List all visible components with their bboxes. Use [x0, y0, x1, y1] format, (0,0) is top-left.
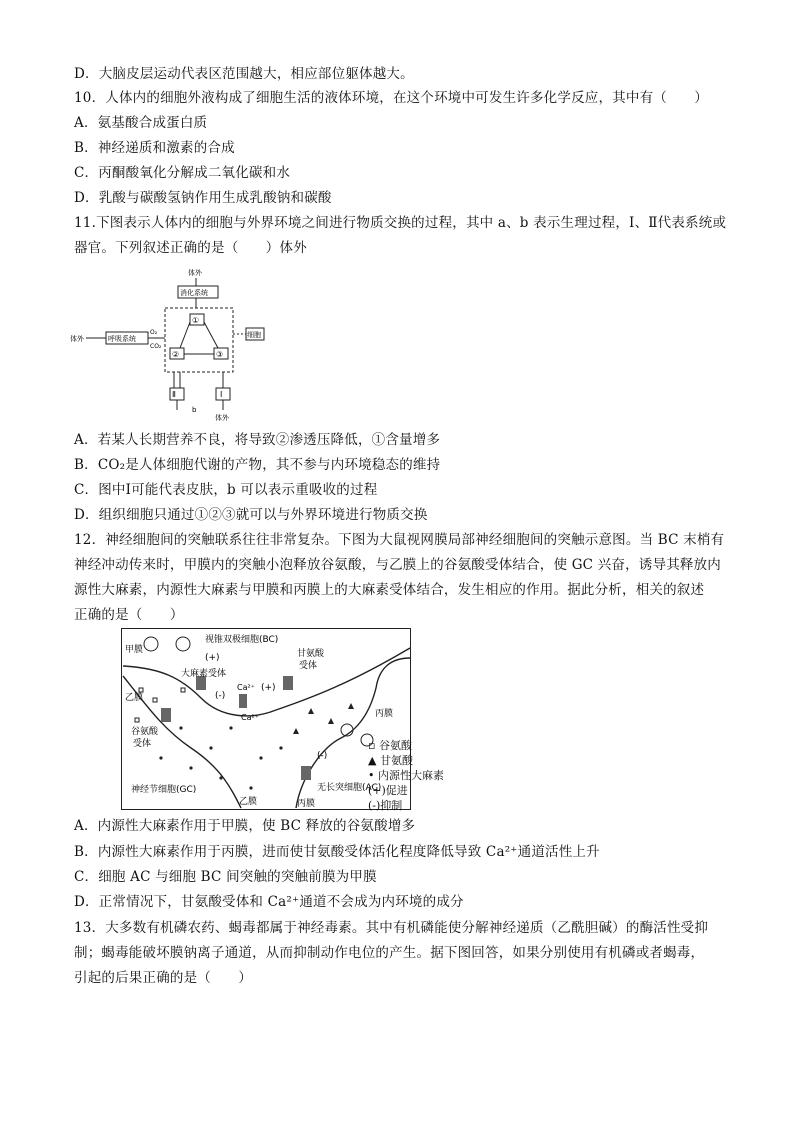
fig2-ac: 无长突细胞(AC): [317, 783, 382, 793]
fig2-glu-receptor: 谷氨酸: [131, 727, 159, 737]
fig2-plus-2: (+): [261, 683, 276, 693]
q13-stem-1: 13．大多数有机磷农药、蝎毒都属于神经毒素。其中有机磷能使分解神经递质（乙酰胆碱）的酶活性受抑: [74, 920, 709, 936]
fig1-respiratory: 呼吸系统: [108, 335, 136, 343]
q11-option-c: C．图中Ⅰ可能代表皮肤，b 可以表示重吸收的过程: [74, 482, 378, 498]
fig1-b-label: b: [192, 406, 197, 414]
q12-option-b: B．内源性大麻素作用于丙膜，进而使甘氨酸受体活化程度降低导致 Ca²⁺通道活性上升: [74, 844, 600, 860]
fig1-top-outside: 体外: [188, 269, 202, 277]
legend-promote: (+)促进: [368, 784, 408, 797]
q12-option-c: C．细胞 AC 与细胞 BC 间突触的突触前膜为甲膜: [74, 869, 377, 885]
q13-stem-2: 制；蝎毒能破坏膜钠离子通道，从而抑制动作电位的产生。据下图回答，如果分别使用有机磷或者蝎毒，: [74, 945, 705, 961]
fig2-gc: 神经节细胞(GC): [131, 785, 197, 795]
legend-inhibit: (-)抑制: [368, 799, 403, 812]
legend-glutamate: ▫ 谷氨酸: [368, 739, 412, 752]
q12-option-d: D．正常情况下，甘氨酸受体和 Ca²⁺通道不会成为内环境的成分: [74, 894, 464, 910]
fig1-o2: O₂: [150, 329, 158, 336]
fig2-bc: 视锥双极细胞(BC): [205, 635, 279, 645]
fig2-cb-receptor: 大麻素受体: [181, 669, 227, 679]
q12-option-a: A．内源性大麻素作用于甲膜，使 BC 释放的谷氨酸增多: [74, 818, 416, 834]
fig2-bing-mo-2: 丙膜: [297, 799, 316, 809]
fig1-system-1: Ⅰ: [220, 390, 223, 399]
fig2-minus-2: (-): [317, 751, 328, 761]
q11-option-d: D．组织细胞只通过①②③就可以与外界环境进行物质交换: [74, 507, 428, 523]
legend-endocannabinoid: • 内源性大麻素: [368, 769, 444, 782]
q12-stem-3: 源性大麻素，内源性大麻素与甲膜和丙膜上的大麻素受体结合，发生相应的作用。据此分析，相关的叙述: [74, 582, 705, 598]
q12-stem-1: 12．神经细胞间的突触联系往往非常复杂。下图为大鼠视网膜局部神经细胞间的突触示意图。当 BC 末梢有: [74, 532, 725, 548]
q11-stem-1: 11.下图表示人体内的细胞与外界环境之间进行物质交换的过程，其中 a、b 表示生理过程，Ⅰ、Ⅱ代表系统或: [74, 215, 727, 231]
fig2-yi-mo-2: 乙膜: [239, 797, 258, 807]
fig2-yi-mo: 乙膜: [125, 693, 144, 703]
fig2-bing-mo-1: 丙膜: [375, 709, 394, 719]
fig2-plus-1: (+): [205, 653, 220, 663]
fig1-node-2: ②: [172, 350, 180, 359]
legend-glycine: ▲ 甘氨酸: [368, 754, 413, 767]
q12-stem-2: 神经冲动传来时，甲膜内的突触小泡释放谷氨酸，与乙膜上的谷氨酸受体结合，使 GC 兴奋，诱导其释放内: [74, 557, 721, 573]
fig1-node-1: ①: [192, 316, 200, 325]
q11-option-b: B．CO₂是人体细胞代谢的产物，其不参与内环境稳态的维持: [74, 457, 441, 473]
fig1-left-outside: 体外: [70, 335, 84, 343]
fig2-gly-receptor-2: 受体: [299, 661, 318, 671]
fig1-bottom-outside: 体外: [215, 414, 229, 422]
fig2-glu-receptor-2: 受体: [133, 739, 152, 749]
fig2-gly-receptor: 甘氨酸: [297, 649, 325, 659]
q11-option-a: A．若某人长期营养不良，将导致②渗透压降低，①含量增多: [74, 432, 441, 448]
q10-option-c: C．丙酮酸氧化分解成二氧化碳和水: [74, 165, 291, 181]
q10-option-b: B．神经递质和激素的合成: [74, 140, 235, 156]
q10-stem: 10．人体内的细胞外液构成了细胞生活的液体环境，在这个环境中可发生许多化学反应，其中有（ ）: [74, 90, 709, 106]
fig2-minus-1: (-): [215, 691, 226, 701]
fig1-digestive: 消化系统: [180, 289, 208, 297]
q9-option-d: D．大脑皮层运动代表区范围越大，相应部位躯体越大。: [74, 66, 414, 82]
fig2-jia-mo: 甲膜: [125, 645, 144, 655]
fig1-system-2: Ⅱ: [172, 390, 176, 399]
q12-stem-4: 正确的是（ ）: [74, 607, 184, 623]
fig1-co2: CO₂: [150, 343, 162, 350]
q10-option-a: A．氨基酸合成蛋白质: [74, 115, 208, 131]
q11-stem-2: 器官。下列叙述正确的是（ ）体外: [74, 240, 307, 256]
q10-option-d: D．乳酸与碳酸氢钠作用生成乳酸钠和碳酸: [74, 190, 332, 206]
fig1-node-3: ③: [216, 350, 224, 359]
exchange-diagram: [66, 264, 266, 424]
fig2-ca-1: Ca²⁺: [237, 683, 255, 692]
q13-stem-3: 引起的后果正确的是（ ）: [74, 970, 253, 986]
fig2-ca-2: Ca²⁺: [241, 713, 259, 722]
fig2-legend: [368, 738, 444, 813]
fig1-cell: 细胞: [247, 331, 261, 339]
